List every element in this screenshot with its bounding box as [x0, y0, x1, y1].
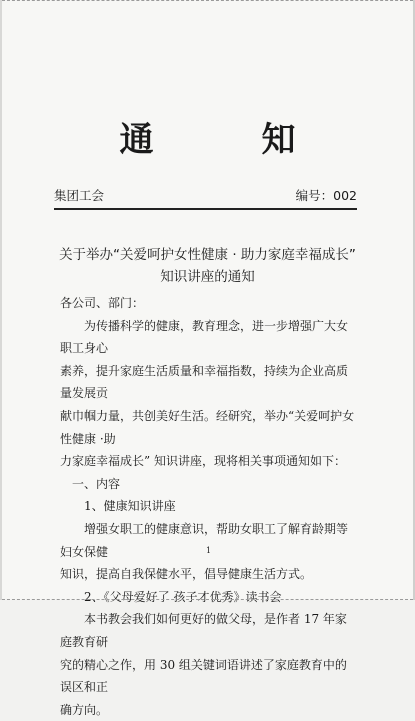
intro-line-1: 为传播科学的健康，教育理念，进一步增强广大女职工身心: [60, 318, 349, 356]
item-2-line-1: 本书教会我们如何更好的做父母，是作者 17 年家庭教育研: [60, 612, 347, 649]
issuer: 集团工会: [54, 188, 105, 203]
page-number: 1: [206, 546, 212, 555]
item-1-heading: 1、健康知识讲座: [84, 499, 176, 514]
item-1-line-2: 知识，提高自我保健水平，倡导健康生活方式。: [60, 567, 313, 582]
item-1-line-1: 增强女职工的健康意识，帮助女职工了解育龄期等妇女保健: [60, 521, 349, 559]
intro-line-3: 献巾帼力量，共创美好生活。经研究，举办“关爱呵护女性健康 ·助: [60, 408, 355, 446]
title-char-2: 知: [261, 120, 296, 160]
intro-line-2: 素养，提升家庭生活质量和幸福指数，持续为企业高质量发展贡: [60, 363, 349, 401]
item-2-line-3: 确方向。: [60, 702, 109, 717]
headline-line-1: 关于举办“关爱呵护女性健康 · 助力家庭幸福成长”: [59, 247, 356, 263]
document-title: [2, 112, 413, 161]
intro-line-4: 力家庭幸福成长” 知识讲座，现将相关事项通知如下：: [60, 454, 346, 469]
item-2-line-2: 究的精心之作，用 30 组关键词语讲述了家庭教育中的误区和正: [60, 657, 347, 695]
salutation: 各公司、部门：: [60, 296, 145, 310]
scan-edge-top: [2, 0, 413, 4]
title-char-1: 通: [119, 120, 154, 160]
notice-headline: [42, 244, 373, 288]
item-2-heading: 2、《父母爱好了 孩子才优秀》读书会: [84, 589, 282, 604]
header-divider: [54, 208, 357, 210]
section-heading-content: 一、内容: [72, 476, 121, 491]
headline-line-2: 知识讲座的通知: [160, 269, 255, 285]
doc-number: 编号：002: [295, 188, 357, 203]
document-meta: [54, 186, 357, 204]
scan-edge-bottom: [2, 596, 413, 600]
notice-body: [60, 292, 357, 721]
